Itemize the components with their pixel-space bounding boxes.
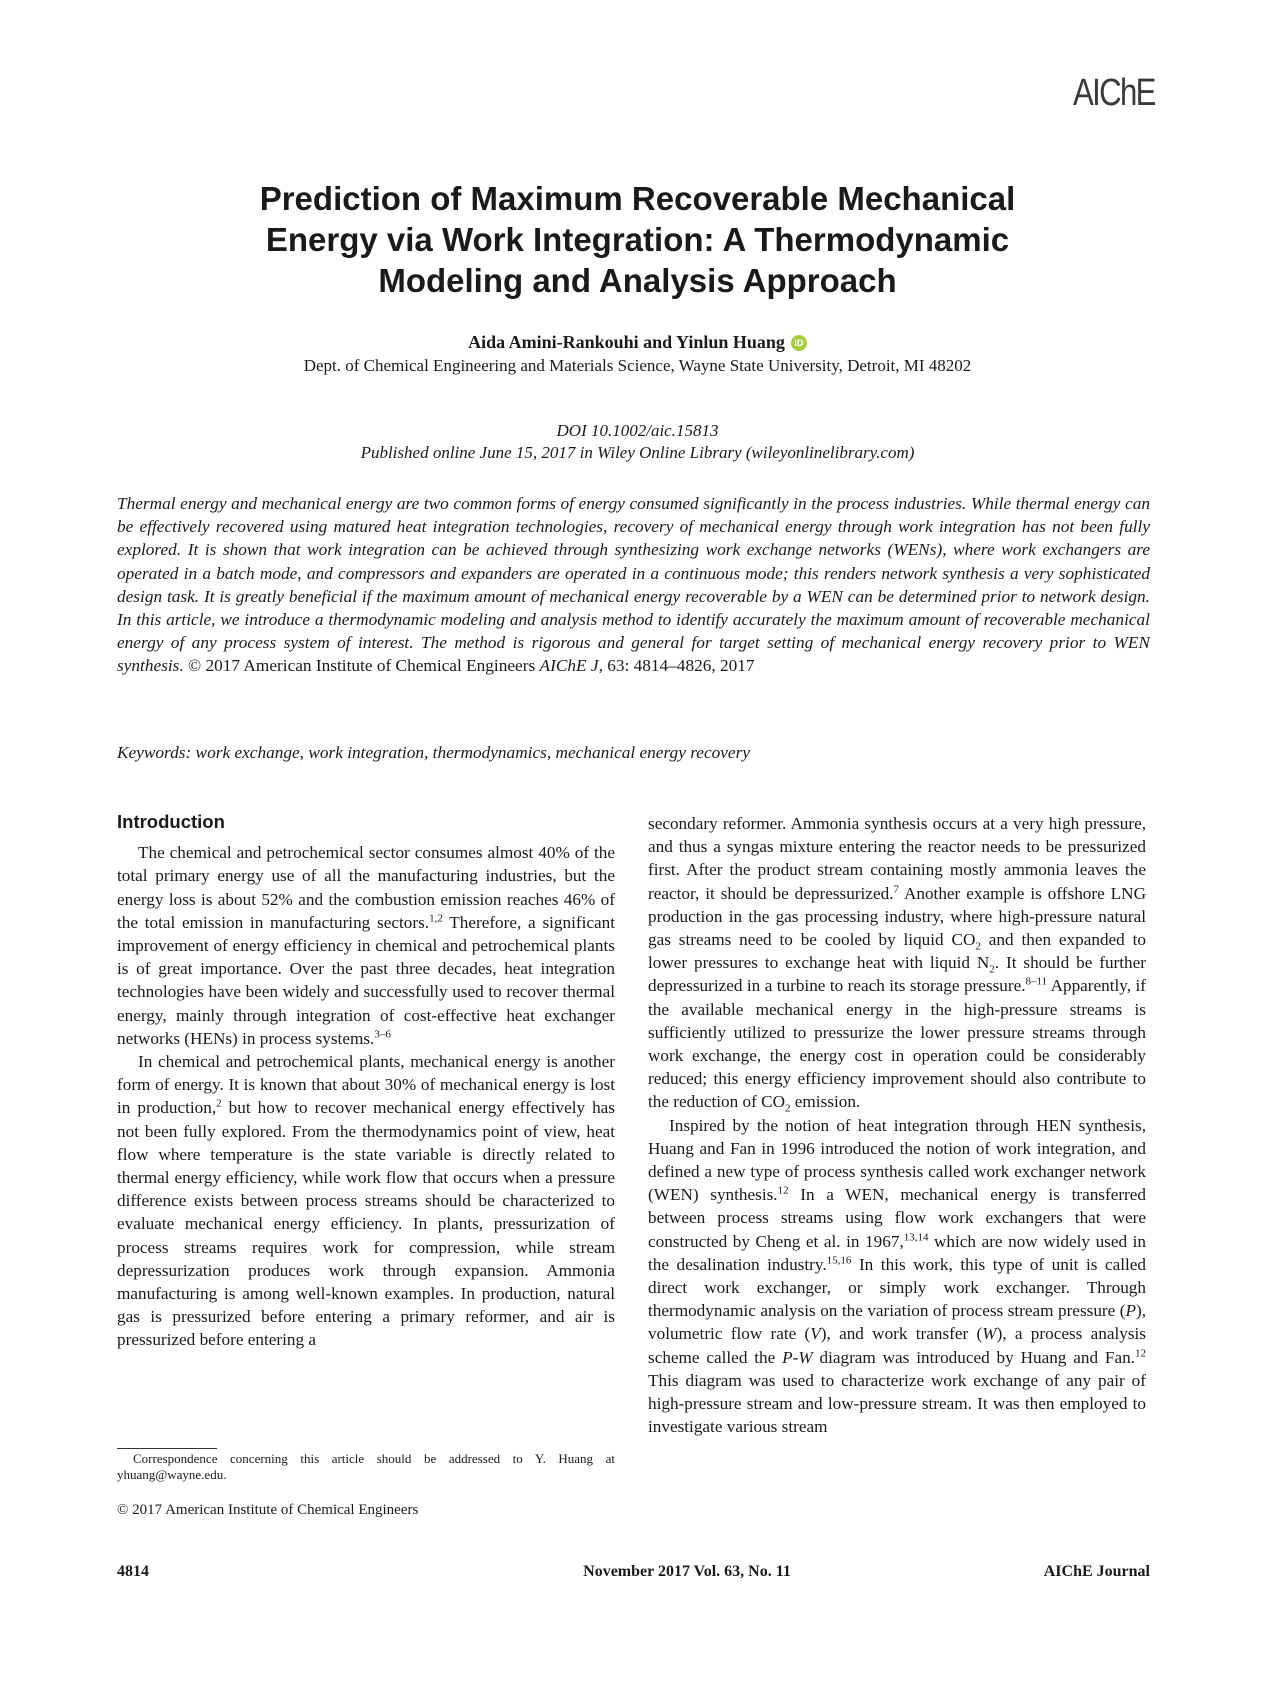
variable: V xyxy=(810,1324,821,1344)
left-column xyxy=(117,810,615,1352)
title-line-1: Prediction of Maximum Recoverable Mechanical xyxy=(259,180,1016,217)
citation-ref: 15,16 xyxy=(826,1254,852,1267)
paragraph: In chemical and petrochemical plants, mechanical energy is another form of energy. It is known that about 30% of mechanical energy is lost in production,$^2$ but how to recover mechanical energy effectively has not been fully explored. From the thermodynamics point of view, heat flow where temperature is the state variable is directly related to thermal energy efficiency, while work flow that occurs when a pressure difference exists between process streams should be characterized to evaluate mechanical energy efficiency. In plants, pressurization of process streams requires work for compression, while stream depressurization produces work through expansion. Ammonia manufacturing is among well-known examples. In production, natural gas is pressurized before entering a primary reformer, and air is pressurized before entering a xyxy=(117,1052,615,1350)
keywords: Keywords: work exchange, work integration, thermodynamics, mechanical energy recovery xyxy=(117,743,750,762)
variable: P-W xyxy=(782,1347,813,1367)
affiliation: Dept. of Chemical Engineering and Materials Science, Wayne State University, Detroit, MI 48202 xyxy=(303,356,972,375)
citation-ref: 8–11 xyxy=(1025,975,1048,988)
abstract-copyright: © 2017 American Institute of Chemical Engineers xyxy=(183,656,540,676)
section-heading-introduction: Introduction xyxy=(117,811,225,832)
title-line-2: Energy via Work Integration: A Thermodynamic xyxy=(265,221,1010,258)
citation-ref: 1,2 xyxy=(429,912,443,925)
subscript: 2 xyxy=(989,963,995,976)
variable: W xyxy=(982,1324,997,1344)
paragraph: secondary reformer. Ammonia synthesis occurs at a very high pressure, and thus a syngas mixture entering the reactor needs to be pressurized first. After the product stream containing mostly ammonia leaves the reactor, it should be depressurized.$^7$ Another example is offshore LNG production in the gas processing industry, where high-pressure natural gas streams need to be cooled by liquid $CO_2$ and then expanded to lower pressures to exchange heat with liquid $N_2$. It should be further depressurized in a turbine to reach its storage pressure.$^{8-11}$ Apparently, if the available mechanical energy in the high-pressure streams is sufficiently utilized to pressurize the lower pressure streams through work exchange, the energy cost in operation could be considerably reduced; this energy efficiency improvement should also contribute to the reduction of $CO_2$ emission. xyxy=(648,814,1146,1115)
doi: DOI 10.1002/aic.15813 xyxy=(556,421,719,440)
citation-ref: 13,14 xyxy=(903,1230,929,1243)
right-column xyxy=(648,812,1146,1438)
abstract-text: Thermal energy and mechanical energy are two common forms of energy consumed significantly in the process industries. While thermal energy can be effectively recovered using matured heat integration technologies, recovery of mechanical energy through work integration has not been fully explored. It is shown that work integration can be achieved through synthesizing work exchange networks (WENs), where work exchangers are operated in a batch mode, and compressors and expanders are operated in a continuous mode; this renders network synthesis a very sophisticated design task. It is greatly beneficial if the maximum amount of mechanical energy recoverable by a WEN can be determined prior to network design. In this article, we introduce a thermodynamic modeling and analysis method to identify accurately the maximum amount of recoverable mechanical energy of any process system of interest. The method is rigorous and general for target setting of mechanical energy recovery prior to WEN synthesis. xyxy=(117,494,1150,676)
citation-ref: 7 xyxy=(893,882,899,895)
journal-name: AIChE Journal xyxy=(1043,1563,1150,1580)
citation-ref: 2 xyxy=(216,1097,222,1110)
authors: Aida Amini-Rankouhi and Yinlun Huang xyxy=(468,332,785,352)
copyright-line: © 2017 American Institute of Chemical Engineers xyxy=(117,1502,419,1518)
abstract-journal: AIChE J xyxy=(539,656,599,676)
abstract-citation: , 63: 4814–4826, 2017 xyxy=(598,656,755,676)
publication-info: Published online June 15, 2017 in Wiley Online Library (wileyonlinelibrary.com) xyxy=(360,443,915,462)
paragraph: The chemical and petrochemical sector consumes almost 40% of the total primary energy use of all the manufacturing industries, but the energy loss is about 52% and the combustion emission reaches 46% of the total emission in manufacturing sectors.$^{1,2}$ Therefore, a significant improvement of energy efficiency in chemical and petrochemical plants is of great importance. Over the past three decades, heat integration technologies have been widely and successfully used to recover thermal energy, mainly through integration of cost-effective heat exchanger networks (HENs) in process systems.$^{3-6}$ xyxy=(117,843,615,1048)
citation-ref: 12 xyxy=(777,1184,789,1197)
paragraph: Inspired by the notion of heat integration through HEN synthesis, Huang and Fan in 1996 introduced the notion of work integration, and defined a new type of process synthesis called work exchanger network (WEN) synthesis.$^{12}$ In a WEN, mechanical energy is transferred between process streams using flow work exchangers that were constructed by Cheng et al. in 1967,$^{13,14}$ which are now widely used in the desalination industry.$^{15,16}$ In this work, this type of unit is called direct work exchanger, or simply work exchanger. Through thermodynamic analysis on the variation of process stream pressure (P), volumetric flow rate (V), and work transfer (W), a process analysis scheme called the P-W diagram was introduced by Huang and Fan.$^{12}$ This diagram was used to characterize work exchange of any pair of high-pressure stream and low-pressure stream. It was then employed to investigate various stream xyxy=(648,1115,1147,1437)
authors-line xyxy=(0,332,1275,353)
page-number: 4814 xyxy=(117,1563,149,1580)
subscript: 2 xyxy=(785,1102,791,1115)
correspondence-footnote: Correspondence concerning this article should be addressed to Y. Huang at yhuang@wayne.edu. xyxy=(117,1451,615,1482)
subscript: 2 xyxy=(975,940,981,953)
journal-logo: AIChE xyxy=(1073,72,1155,114)
footnote-divider xyxy=(117,1448,217,1449)
citation-ref: 12 xyxy=(1134,1346,1146,1359)
variable: P xyxy=(1125,1301,1136,1321)
citation-ref: 3–6 xyxy=(374,1028,391,1041)
orcid-icon[interactable]: iD xyxy=(791,335,807,351)
title-line-3: Modeling and Analysis Approach xyxy=(378,262,897,299)
article-title xyxy=(170,178,1105,301)
abstract xyxy=(117,492,1150,678)
issue-info: November 2017 Vol. 63, No. 11 xyxy=(583,1563,791,1580)
